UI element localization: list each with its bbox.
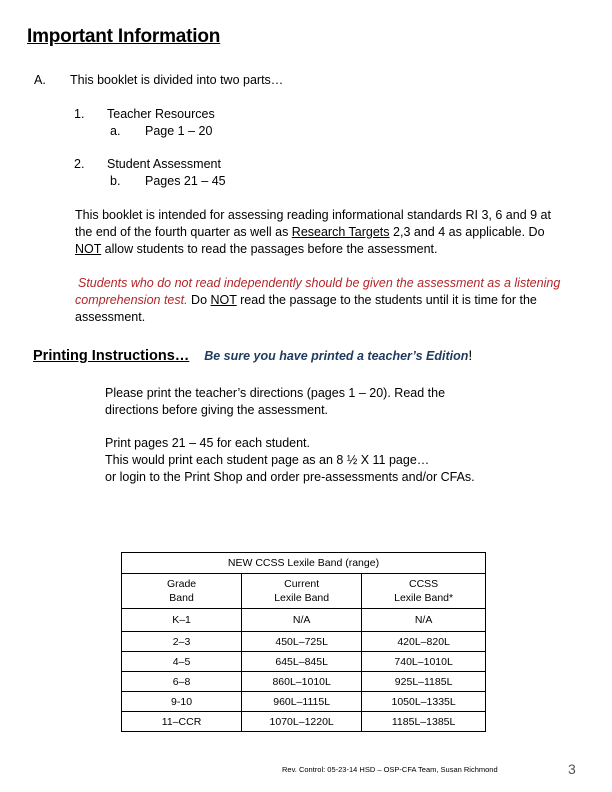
section-a-intro: This booklet is divided into two parts… [70,73,284,87]
table-row: 11–CCR 1070L–1220L 1185L–1385L [122,712,486,732]
section-a-marker: A. [34,73,46,87]
page-title: Important Information [27,26,221,47]
revision-footer: Rev. Control: 05-23-14 HSD – OSP-CFA Team, Susan Richmond [282,765,498,774]
listening-test-paragraph: Students who do not read independently should be given the assessment as a listening comprehension test. Do NOT read the passage to the students until it is time for the assessment. [75,276,561,324]
page-number: 3 [568,761,576,777]
printing-heading-line: Printing Instructions… Be sure you have printed a teacher’s Edition! [33,347,473,364]
part-2-number: 2. [74,157,85,171]
table-row: 2–3 450L–725L 420L–820L [122,632,486,652]
research-targets-term: Research Targets [291,225,390,239]
part-1-number: 1. [74,107,85,121]
teacher-edition-note: Be sure you have printed a teacher’s Edition [204,349,469,363]
table-header-row [122,574,486,609]
table-row: 9-10 960L–1115L 1050L–1335L [122,692,486,712]
table-row: 6–8 860L–1010L 925L–1185L [122,672,486,692]
lexile-band-table [121,552,486,732]
printing-instructions-heading: Printing Instructions… [33,348,190,364]
booklet-purpose-paragraph: This booklet is intended for assessing reading informational standards RI 3, 6 and 9 at the end of the fourth quarter as well as Research Targets 2,3 and 4 as applicable. Do NOT allow students to read the passages before the assessment. [75,208,551,256]
part-2-label: Student Assessment [107,157,221,171]
not-emphasis-2: NOT [210,293,237,307]
header-ccss-lexile: CCSS Lexile Band* [362,574,486,609]
part-2-pages: Pages 21 – 45 [145,174,226,188]
not-emphasis: NOT [75,242,102,256]
part-1-sub-marker: a. [110,124,121,138]
part-1-label: Teacher Resources [107,107,215,121]
table-row: K–1 N/A N/A [122,609,486,632]
table-caption: NEW CCSS Lexile Band (range) [122,553,486,574]
print-directions-paragraph: Please print the teacher’s directions (pages 1 – 20). Read the directions before giving the assessment. [105,386,446,417]
header-current-lexile: Current Lexile Band [242,574,362,609]
table-row: 4–5 645L–845L 740L–1010L [122,652,486,672]
listening-test-note: Students who do not read independently should be given the assessment as a listening comprehension test. [75,276,561,307]
part-2-sub-marker: b. [110,174,121,188]
part-1-pages: Page 1 – 20 [145,124,213,138]
print-student-pages-paragraph: Print pages 21 – 45 for each student. This would print each student page as an 8 ½ X 11 page… or login to the Print Shop and order pre-assessments and/or CFAs. [105,436,475,484]
header-grade-band: Grade Band [122,574,242,609]
